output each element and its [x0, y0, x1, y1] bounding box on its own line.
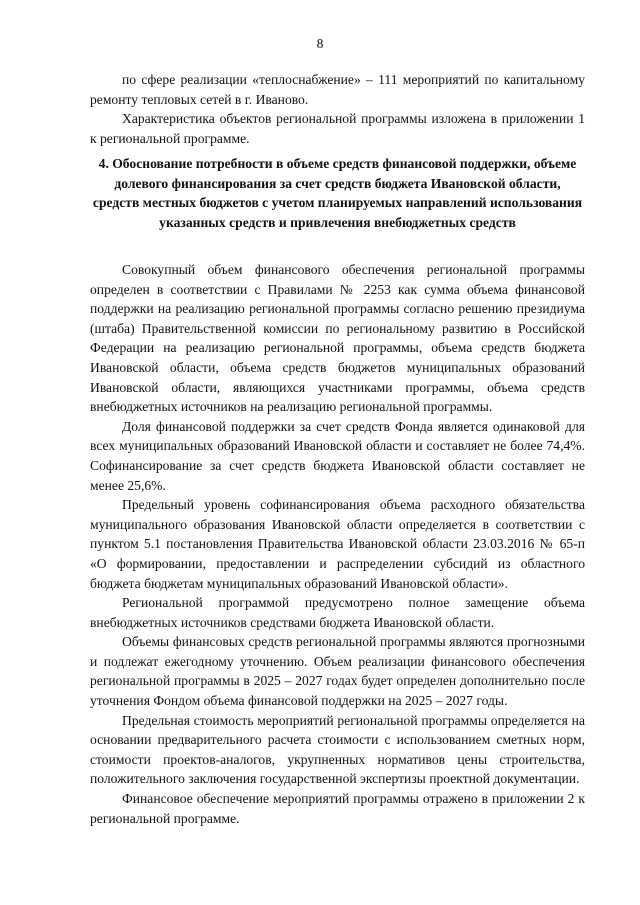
paragraph-forecast-volumes: Объемы финансовых средств региональной программы являются прогнозными и подлежат ежегодному уточнению. Объем реализации финансового обеспечения региональной программы в 2025 – 2027 годах будет определен дополнительно после уточнения Фондом объема финансовой поддержки на 2025 – 2027 годы. [90, 634, 585, 709]
intro-text [90, 70, 585, 148]
paragraph-heat-supply: по сфере реализации «теплоснабжение» – 111 мероприятий по капитальному ремонту тепловых сетей в г. Иваново. [90, 72, 585, 107]
paragraph-extrabudgetary: Региональной программой предусмотрено полное замещение объема внебюджетных источников средствами бюджета Ивановской области. [90, 595, 585, 630]
paragraph-cost-limit: Предельная стоимость мероприятий региональной программы определяется на основании предварительного расчета стоимости с использованием сметных норм, стоимости проектов-аналогов, укрупненных нормативов цены строительства, положительного заключения государственной экспертизы проектной документации. [90, 712, 585, 787]
paragraph-fund-share: Доля финансовой поддержки за счет средств Фонда является одинаковой для всех муниципальных образований Ивановской области и составляет не более 74,4%. Софинансирование за счет средств бюджета Ивановской области составляет не менее 25,6%. [90, 418, 585, 493]
section-body [90, 260, 585, 828]
paragraph-total-financing: Совокупный объем финансового обеспечения региональной программы определен в соответствии с Правилами № 2253 как сумма объема финансовой поддержки на реализацию региональной программы согласно решению президиума (штаба) Правительственной комиссии по региональному развитию в Российской Федерации на реализацию региональной программы, объема средств бюджета Ивановской области, объема средств бюджетов муниципальных образований Ивановской области, являющихся участниками программы, объема средств внебюджетных источников на реализацию региональной программы. [90, 262, 585, 415]
page-number: 8 [316, 36, 324, 51]
section-heading-block [90, 154, 585, 232]
section-heading: 4. Обоснование потребности в объеме средств финансовой поддержки, объеме долевого финансирования за счет средств бюджета Ивановской области, средств местных бюджетов с учетом планируемых направлений использования указанных средств и привлечения внебюджетных средств [92, 156, 583, 230]
paragraph-cofinancing-level: Предельный уровень софинансирования объема расходного обязательства муниципального образования Ивановской области определяется в соответствии с пунктом 5.1 постановления Правительства Ивановской области 23.03.2016 № 65-п «О формировании, предоставлении и распределении субсидий из областного бюджета бюджетам муниципальных образований Ивановской области». [90, 497, 585, 591]
paragraph-appendix-2: Финансовое обеспечение мероприятий программы отражено в приложении 2 к региональной программе. [90, 791, 585, 826]
paragraph-characteristics: Характеристика объектов региональной программы изложена в приложении 1 к региональной программе. [90, 111, 585, 146]
